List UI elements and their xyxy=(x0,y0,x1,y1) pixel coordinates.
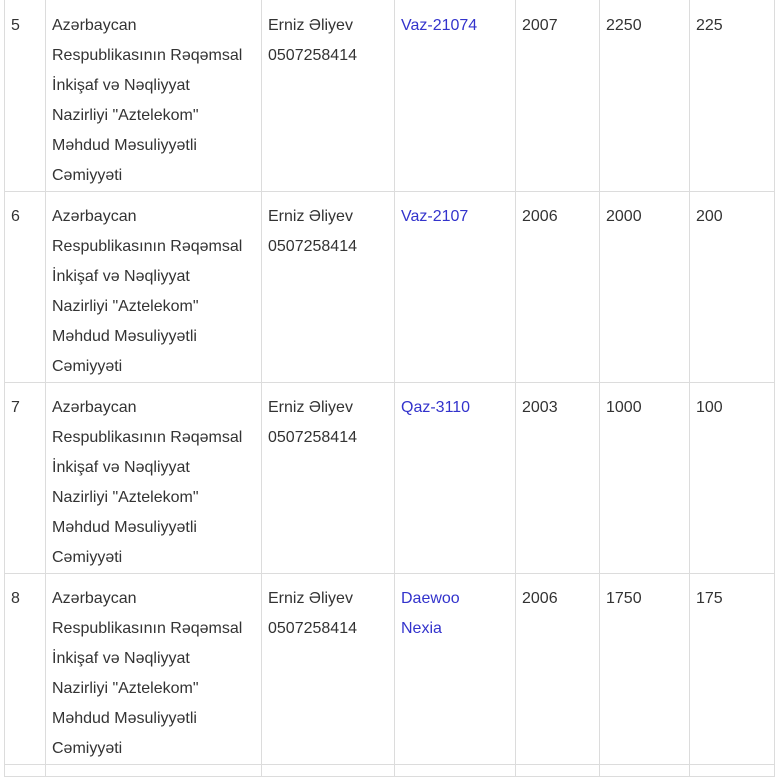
contact-phone: 0507258414 xyxy=(268,47,357,64)
price-cell xyxy=(600,765,690,777)
organization-line: Nazirliyi "Aztelekom" xyxy=(52,107,199,124)
row-number: 6 xyxy=(5,192,46,383)
organization-line: Azərbaycan xyxy=(52,399,137,416)
vehicle-model-link[interactable]: Vaz-2107 xyxy=(401,208,469,225)
organization-line: İnkişaf və Nəqliyyat xyxy=(52,77,190,94)
year-cell xyxy=(516,765,600,777)
table-row xyxy=(5,192,775,383)
organization-cell xyxy=(46,383,262,574)
organization-line: Cəmiyyəti xyxy=(52,549,123,566)
contact-phone: 0507258414 xyxy=(268,620,357,637)
table-row xyxy=(5,1,775,192)
vehicle-model-link[interactable]: Qaz-3110 xyxy=(401,399,471,416)
organization-line: Cəmiyyəti xyxy=(52,740,123,757)
row-number: 8 xyxy=(5,574,46,765)
organization-cell xyxy=(46,1,262,192)
row-number: 5 xyxy=(5,1,46,192)
auction-table xyxy=(4,0,775,777)
deposit-cell: 200 xyxy=(690,192,775,383)
table-row xyxy=(5,574,775,765)
organization-line: Respublikasının Rəqəmsal xyxy=(52,429,243,446)
organization-line: Nazirliyi "Aztelekom" xyxy=(52,680,199,697)
vehicle-model-link[interactable]: Vaz-21074 xyxy=(401,17,478,34)
organization-cell xyxy=(46,574,262,765)
organization-line: Respublikasının Rəqəmsal xyxy=(52,620,243,637)
row-number xyxy=(5,765,46,777)
contact-phone: 0507258414 xyxy=(268,429,357,446)
deposit-cell: 175 xyxy=(690,574,775,765)
deposit-cell: 225 xyxy=(690,1,775,192)
organization-line: Nazirliyi "Aztelekom" xyxy=(52,298,199,315)
deposit-cell xyxy=(690,765,775,777)
contact-name: Erniz Əliyev xyxy=(268,399,353,416)
year-cell: 2006 xyxy=(516,192,600,383)
organization-cell xyxy=(46,765,262,777)
year-cell: 2007 xyxy=(516,1,600,192)
organization-line: Respublikasının Rəqəmsal xyxy=(52,238,243,255)
organization-line: Məhdud Məsuliyyətli xyxy=(52,137,197,154)
organization-line: İnkişaf və Nəqliyyat xyxy=(52,650,190,667)
contact-cell xyxy=(262,1,395,192)
vehicle-model-cell xyxy=(395,1,516,192)
organization-line: Nazirliyi "Aztelekom" xyxy=(52,489,199,506)
contact-name: Erniz Əliyev xyxy=(268,208,353,225)
contact-name: Erniz Əliyev xyxy=(268,590,353,607)
price-cell: 2000 xyxy=(600,192,690,383)
organization-line: İnkişaf və Nəqliyyat xyxy=(52,268,190,285)
row-number: 7 xyxy=(5,383,46,574)
contact-cell xyxy=(262,192,395,383)
year-cell: 2006 xyxy=(516,574,600,765)
organization-line: Azərbaycan xyxy=(52,17,137,34)
organization-line: Respublikasının Rəqəmsal xyxy=(52,47,243,64)
year-cell: 2003 xyxy=(516,383,600,574)
organization-line: Cəmiyyəti xyxy=(52,167,123,184)
contact-name: Erniz Əliyev xyxy=(268,17,353,34)
vehicle-model-cell xyxy=(395,574,516,765)
organization-line: Məhdud Məsuliyyətli xyxy=(52,328,197,345)
contact-cell xyxy=(262,383,395,574)
contact-phone: 0507258414 xyxy=(268,238,357,255)
table-row xyxy=(5,765,775,777)
vehicle-model-cell xyxy=(395,383,516,574)
organization-cell xyxy=(46,192,262,383)
organization-line: Məhdud Məsuliyyətli xyxy=(52,519,197,536)
contact-cell xyxy=(262,574,395,765)
price-cell: 1750 xyxy=(600,574,690,765)
table-row xyxy=(5,383,775,574)
contact-cell xyxy=(262,765,395,777)
organization-line: İnkişaf və Nəqliyyat xyxy=(52,459,190,476)
organization-line: Məhdud Məsuliyyətli xyxy=(52,710,197,727)
vehicle-model-link[interactable]: Daewoo Nexia xyxy=(401,590,460,637)
price-cell: 1000 xyxy=(600,383,690,574)
deposit-cell: 100 xyxy=(690,383,775,574)
price-cell: 2250 xyxy=(600,1,690,192)
organization-line: Cəmiyyəti xyxy=(52,358,123,375)
organization-line: Azərbaycan xyxy=(52,590,137,607)
organization-line: Azərbaycan xyxy=(52,208,137,225)
vehicle-model-cell xyxy=(395,192,516,383)
vehicle-model-cell xyxy=(395,765,516,777)
